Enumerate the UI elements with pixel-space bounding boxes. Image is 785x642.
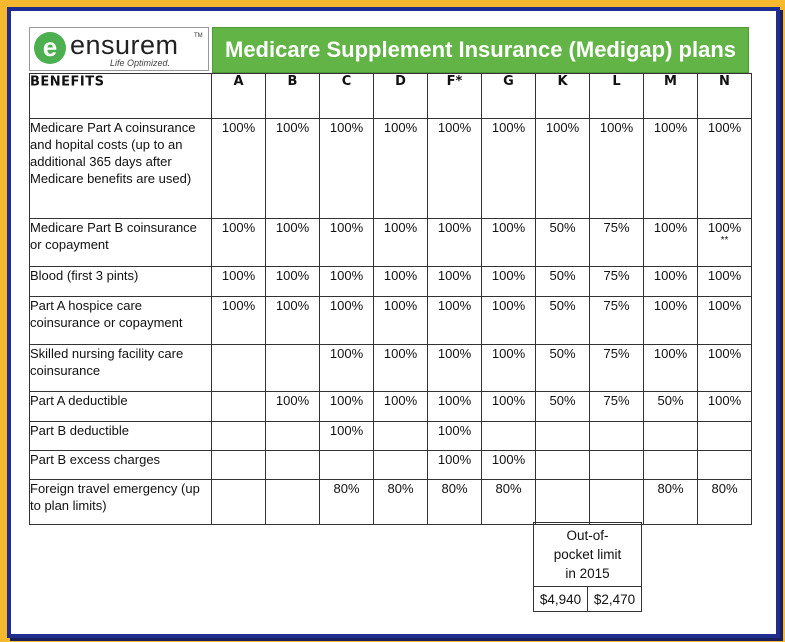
coverage-cell: 100% — [320, 219, 374, 267]
coverage-cell: 100% — [698, 119, 752, 219]
coverage-cell: 100% — [482, 297, 536, 345]
coverage-cell: 100% — [428, 119, 482, 219]
out-of-pocket-label-row — [534, 523, 642, 587]
out-of-pocket-k-value: $4,940 — [534, 587, 588, 612]
coverage-cell: 100% — [320, 297, 374, 345]
coverage-cell: 100% — [482, 451, 536, 480]
ensurem-logo — [29, 27, 209, 71]
logo-tagline: Life Optimized. — [110, 58, 171, 68]
coverage-cell: 75% — [590, 392, 644, 422]
coverage-cell — [536, 451, 590, 480]
coverage-cell: 100% — [482, 345, 536, 392]
out-of-pocket-label — [534, 523, 642, 587]
plan-header: M — [644, 74, 698, 119]
coverage-cell: 100% — [482, 119, 536, 219]
coverage-cell: 100% — [374, 297, 428, 345]
out-of-pocket-value-row — [534, 587, 642, 612]
coverage-cell: 100% — [644, 345, 698, 392]
table-row — [30, 267, 752, 297]
coverage-cell: 100% — [320, 345, 374, 392]
coverage-cell: 100% — [266, 392, 320, 422]
benefit-label: Medicare Part B coinsurance or copayment — [30, 219, 212, 267]
table-row — [30, 480, 752, 525]
plan-header: N — [698, 74, 752, 119]
coverage-cell — [266, 345, 320, 392]
benefit-label: Blood (first 3 pints) — [30, 267, 212, 297]
coverage-cell: 100% — [590, 119, 644, 219]
plan-header: L — [590, 74, 644, 119]
benefit-label: Foreign travel emergency (up to plan limits) — [30, 480, 212, 525]
plan-header: K — [536, 74, 590, 119]
coverage-cell: 100% — [698, 267, 752, 297]
coverage-cell: 75% — [590, 345, 644, 392]
coverage-cell: 100% — [212, 267, 266, 297]
coverage-cell: 100% — [212, 297, 266, 345]
coverage-cell: 100% — [644, 219, 698, 267]
coverage-cell: 100% — [698, 345, 752, 392]
benefit-label: Medicare Part A coinsurance and hopital costs (up to an additional 365 days after Medicare benefits are used) — [30, 119, 212, 219]
coverage-cell — [644, 422, 698, 451]
plan-header: A — [212, 74, 266, 119]
coverage-cell — [644, 451, 698, 480]
coverage-cell: 75% — [590, 219, 644, 267]
benefit-label: Part B deductible — [30, 422, 212, 451]
coverage-cell: 100% — [212, 119, 266, 219]
coverage-cell: 100% — [320, 392, 374, 422]
table-row — [30, 422, 752, 451]
logo-trademark: TM — [194, 33, 203, 39]
coverage-cell: 100% — [320, 119, 374, 219]
coverage-cell — [212, 422, 266, 451]
coverage-cell: 100% — [428, 422, 482, 451]
coverage-cell — [212, 345, 266, 392]
coverage-value: 100% — [707, 220, 742, 235]
coverage-cell — [698, 422, 752, 451]
coverage-cell: 50% — [536, 345, 590, 392]
medigap-plans-table — [29, 73, 752, 525]
coverage-cell: 50% — [536, 219, 590, 267]
table-row — [30, 219, 752, 267]
benefit-label: Part B excess charges — [30, 451, 212, 480]
benefit-label: Part A hospice care coinsurance or copayment — [30, 297, 212, 345]
coverage-cell — [320, 451, 374, 480]
out-of-pocket-label-line: in 2015 — [565, 566, 610, 581]
coverage-cell — [212, 480, 266, 525]
coverage-cell: 100% — [212, 219, 266, 267]
plan-header: C — [320, 74, 374, 119]
out-of-pocket-l-value: $2,470 — [588, 587, 642, 612]
table-row — [30, 392, 752, 422]
coverage-cell — [374, 451, 428, 480]
logo-mark-letter: e — [42, 32, 58, 62]
plans-header-row — [30, 74, 752, 119]
ensurem-e-icon — [34, 32, 66, 64]
coverage-cell: 50% — [536, 267, 590, 297]
coverage-cell: 75% — [590, 297, 644, 345]
footnote-marker: ** — [720, 235, 729, 246]
coverage-cell — [266, 451, 320, 480]
out-of-pocket-label-line: pocket limit — [553, 547, 622, 562]
plan-header: G — [482, 74, 536, 119]
coverage-cell: 100% — [482, 267, 536, 297]
coverage-cell — [536, 480, 590, 525]
coverage-cell — [536, 422, 590, 451]
coverage-cell: 80% — [644, 480, 698, 525]
coverage-cell: 100% — [320, 422, 374, 451]
plan-header: D — [374, 74, 428, 119]
coverage-cell: 100% — [374, 345, 428, 392]
coverage-cell: 80% — [482, 480, 536, 525]
coverage-cell: 100% — [374, 219, 428, 267]
coverage-cell: 50% — [536, 297, 590, 345]
coverage-cell — [374, 422, 428, 451]
coverage-cell: 100% — [644, 119, 698, 219]
table-row — [30, 119, 752, 219]
coverage-cell: 80% — [374, 480, 428, 525]
coverage-cell: 100% — [698, 392, 752, 422]
coverage-cell: 100% — [482, 392, 536, 422]
coverage-cell — [266, 480, 320, 525]
benefits-header: BENEFITS — [30, 72, 212, 119]
coverage-cell: 80% — [698, 480, 752, 525]
logo-wordmark: ensurem — [70, 30, 179, 60]
coverage-cell — [212, 392, 266, 422]
table-row — [30, 345, 752, 392]
coverage-cell: 100% — [428, 392, 482, 422]
coverage-cell: 100% — [266, 219, 320, 267]
coverage-cell: 100% — [374, 392, 428, 422]
coverage-cell: 80% — [428, 480, 482, 525]
benefit-label: Part A deductible — [30, 392, 212, 422]
coverage-cell: 100% — [428, 219, 482, 267]
out-of-pocket-label-line: Out-of- — [566, 528, 609, 543]
coverage-cell: 100% — [644, 267, 698, 297]
coverage-cell: 100% — [320, 267, 374, 297]
coverage-cell: 100% — [428, 451, 482, 480]
coverage-cell: 50% — [536, 392, 590, 422]
coverage-cell — [212, 451, 266, 480]
table-row — [30, 297, 752, 345]
coverage-cell: 100% — [266, 119, 320, 219]
coverage-cell: 100% — [428, 345, 482, 392]
page-title: Medicare Supplement Insurance (Medigap) plans — [212, 27, 749, 73]
coverage-cell: 100% — [698, 297, 752, 345]
coverage-cell — [266, 422, 320, 451]
coverage-cell — [698, 451, 752, 480]
plan-header: F* — [428, 74, 482, 119]
coverage-cell: 100% — [482, 219, 536, 267]
coverage-cell: 100% — [374, 267, 428, 297]
coverage-cell: 100% — [266, 267, 320, 297]
coverage-cell: 100% — [536, 119, 590, 219]
coverage-cell: 100% — [428, 297, 482, 345]
coverage-cell: 100% — [374, 119, 428, 219]
benefit-label: Skilled nursing facility care coinsurance — [30, 345, 212, 392]
coverage-cell: 75% — [590, 267, 644, 297]
coverage-cell: 100% — [428, 267, 482, 297]
coverage-cell: 80% — [320, 480, 374, 525]
coverage-cell — [590, 422, 644, 451]
coverage-cell: 100% — [644, 297, 698, 345]
coverage-cell — [482, 422, 536, 451]
out-of-pocket-limit-table — [533, 522, 642, 612]
plan-header: B — [266, 74, 320, 119]
coverage-cell: 50% — [644, 392, 698, 422]
coverage-cell — [590, 451, 644, 480]
coverage-cell — [590, 480, 644, 525]
coverage-cell: 100% — [266, 297, 320, 345]
coverage-cell-with-note — [698, 219, 752, 267]
table-row — [30, 451, 752, 480]
